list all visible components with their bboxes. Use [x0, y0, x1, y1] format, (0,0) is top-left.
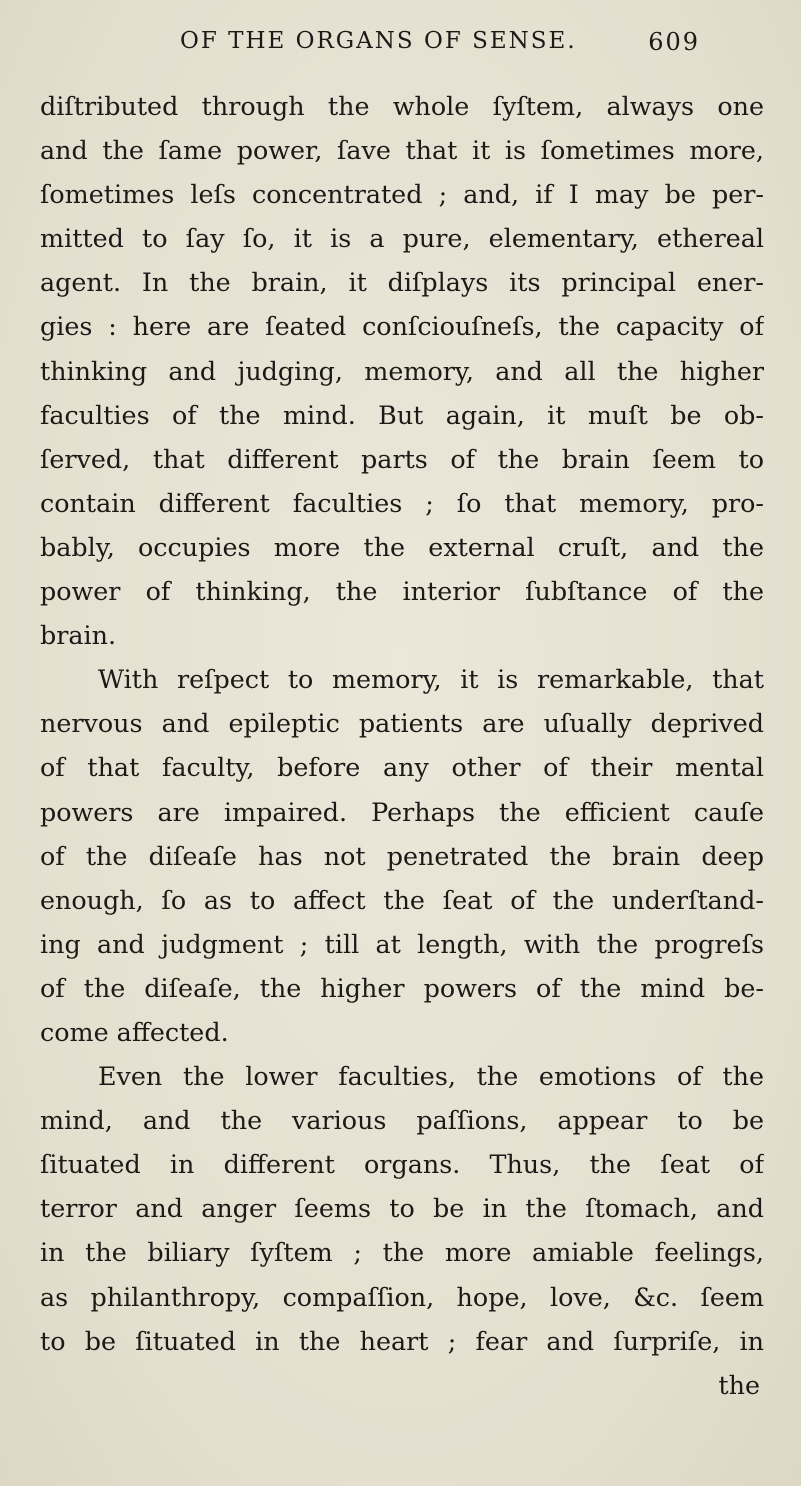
text-line: come affected.: [40, 1016, 229, 1047]
text-line: nervous and epileptic patients are uſually deprived: [40, 708, 764, 739]
text-line: enough, ſo as to affect the ſeat of the underſtand-: [40, 884, 764, 915]
page-number: 609: [648, 28, 700, 56]
running-head: [180, 28, 700, 62]
text-line: diſtributed through the whole ſyſtem, always one: [40, 91, 764, 121]
text-line: agent. In the brain, it diſplays its principal ener-: [40, 267, 764, 298]
text-line: gies : here are ſeated conſciouſneſs, the capacity of: [40, 311, 764, 342]
text-line: brain.: [40, 620, 117, 651]
text-line: With reſpect to memory, it is remarkable, that: [98, 664, 764, 695]
text-line: bably, occupies more the external cruſt, and the: [40, 531, 764, 562]
body-text: [40, 84, 764, 1407]
text-line: mitted to ſay ſo, it is a pure, elementary, ethereal: [40, 223, 764, 254]
text-line: powers are impaired. Perhaps the efficient cauſe: [40, 796, 764, 827]
text-line: ſituated in different organs. Thus, the ſeat of: [40, 1149, 764, 1180]
catchword: the: [718, 1369, 760, 1400]
text-line: and the ſame power, ſave that it is ſometimes more,: [40, 135, 764, 166]
text-line: mind, and the various paſſions, appear to be: [40, 1105, 764, 1136]
text-line: terror and anger ſeems to be in the ſtomach, and: [40, 1193, 764, 1224]
text-line: of the diſeaſe has not penetrated the brain deep: [40, 840, 764, 871]
text-line: ſerved, that different parts of the brain ſeem to: [40, 443, 764, 474]
text-line: as philanthropy, compaſſion, hope, love, &c. ſeem: [40, 1281, 764, 1312]
text-line: faculties of the mind. But again, it muſt be ob-: [40, 399, 764, 430]
text-line: contain different faculties ; ſo that memory, pro-: [40, 487, 764, 518]
running-head-title: OF THE ORGANS OF SENSE.: [180, 28, 577, 54]
text-line: in the biliary ſyſtem ; the more amiable feelings,: [40, 1237, 764, 1268]
text-line: to be ſituated in the heart ; fear and ſurpriſe, in: [40, 1325, 764, 1356]
text-line: thinking and judging, memory, and all the higher: [40, 355, 764, 386]
text-line: Even the lower faculties, the emotions of the: [98, 1061, 764, 1092]
text-line: ing and judgment ; till at length, with the progreſs: [40, 928, 764, 959]
text-line: power of thinking, the interior ſubſtance of the: [40, 576, 764, 607]
text-line: of the diſeaſe, the higher powers of the mind be-: [40, 972, 764, 1003]
text-line: of that faculty, before any other of their mental: [40, 752, 764, 783]
text-line: ſometimes leſs concentrated ; and, if I may be per-: [40, 179, 764, 210]
